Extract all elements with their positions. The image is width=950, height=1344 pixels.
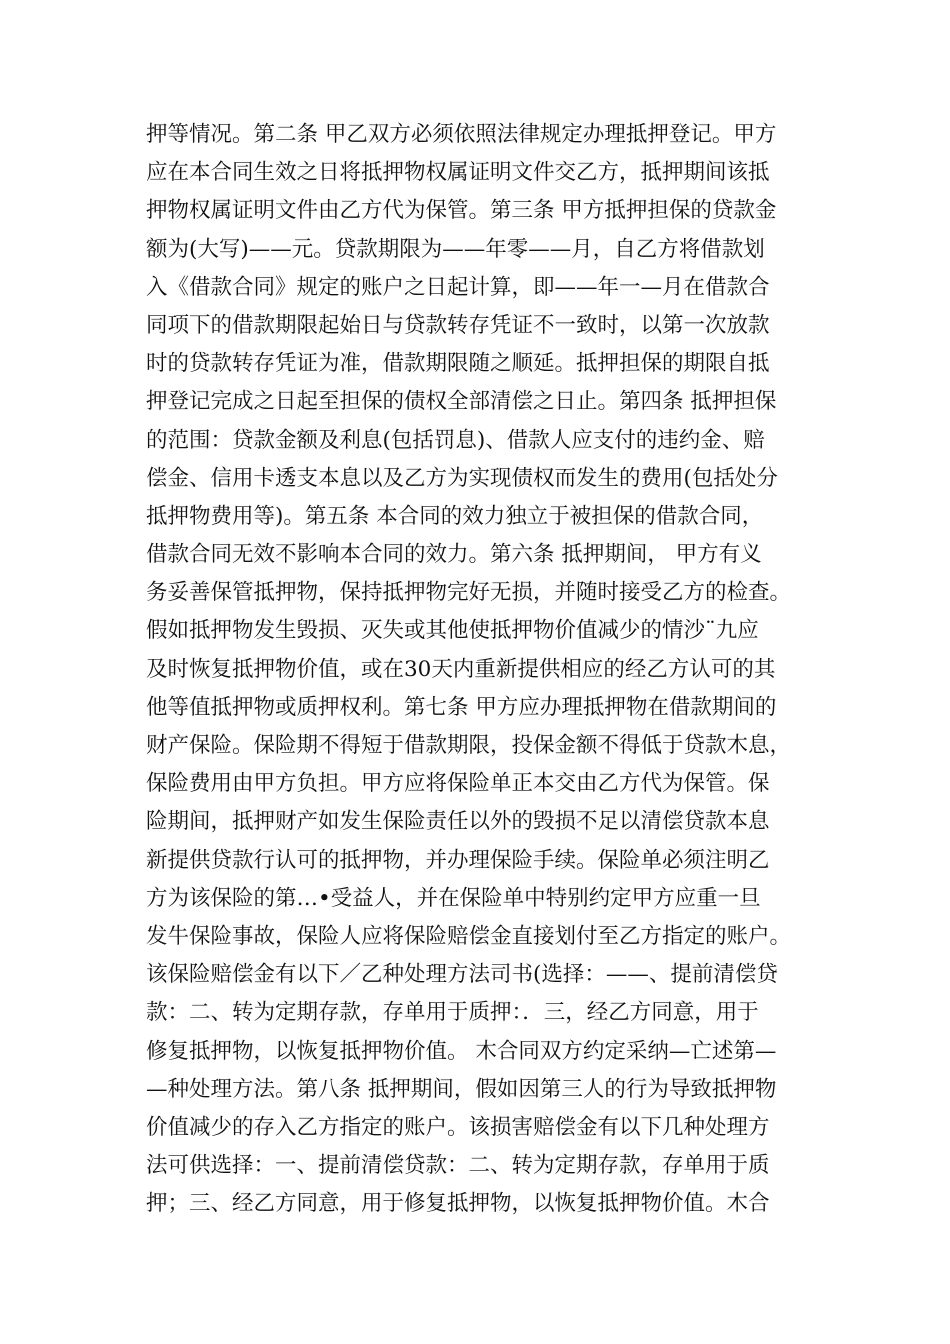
- text-line: 法可供选择：一、提前清偿贷款：二、转为定期存款，存单用于质: [146, 1153, 770, 1179]
- text-line: 新提供贷款行认可的抵押物，并办理保险手续。保险单必须注明乙: [146, 847, 770, 873]
- text-line: 偿金、信用卡透支本息以及乙方为实现债权而发生的费用(包括处分: [146, 465, 778, 491]
- text-line: 财产保险。保险期不得短于借款期限，投保金额不得低于贷款木息，: [146, 733, 792, 758]
- text-line: 押登记完成之日起至担保的债权全部清偿之日止。第四条 抵押担保: [146, 389, 777, 415]
- text-line: 时的贷款转存凭证为准，借款期限随之顺延。抵押担保的期限自抵: [146, 351, 770, 377]
- text-line: 押；三、经乙方同意，用于修复抵押物，以恢复抵押物价值。木合: [146, 1191, 770, 1217]
- text-line: 额为(大写)——元。贷款期限为——年零——月，自乙方将借款划: [146, 236, 765, 262]
- text-line: 抵押物费用等)。第五条 本合同的效力独立于被担保的借款合同，: [146, 503, 764, 529]
- text-line: 保险费用由甲方负担。甲方应将保险单正本交由乙方代为保管。保: [146, 771, 770, 797]
- text-line: 应在本合同生效之日将抵押物权属证明文件交乙方，抵押期间该抵: [146, 160, 770, 186]
- text-line: 同项下的借款期限起始日与贷款转存凭证不一致时，以第一次放款: [146, 312, 770, 338]
- text-line: 入《借款合同》规定的账户之日起计算，即——年一—月在借款合: [146, 274, 770, 300]
- text-line: 押等情况。第二条 甲乙双方必须依照法律规定办理抵押登记。甲方: [146, 122, 777, 147]
- text-line: 方为该保险的第…•受益人，并在保险单中特别约定甲方应重一旦: [146, 885, 761, 911]
- text-line: 及时恢复抵押物价值，或在30天内重新提供相应的经乙方认可的其: [146, 656, 776, 682]
- text-line: 款：二、转为定期存款，存单用于质押：．三，经乙方同意，用于: [146, 1000, 759, 1026]
- text-line: 的范围：贷款金额及利息(包括罚息)、借款人应支付的违约金、赔: [146, 427, 765, 453]
- text-line: 价值减少的存入乙方指定的账户。该损害赔偿金有以下几种处理方: [146, 1114, 770, 1140]
- text-line: 他等值抵押物或质押权利。第七条 甲方应办理抵押物在借款期间的: [146, 694, 777, 720]
- text-line: 借款合同无效不影响本合同的效力。第六条 抵押期间， 甲方有义: [146, 542, 762, 568]
- text-line: 务妥善保管抵押物，保持抵押物完好无损，并随时接受乙方的检查。: [146, 580, 792, 606]
- text-line: 押物权属证明文件由乙方代为保管。第三条 甲方抵押担保的贷款金: [146, 198, 777, 224]
- text-line: 发牛保险事故，保险人应将保险赔偿金直接划付至乙方指定的账户。: [146, 923, 792, 949]
- text-line: —种处理方法。第八条 抵押期间，假如因第三人的行为导致抵押物: [146, 1076, 777, 1102]
- text-line: 假如抵押物发生毁损、灭失或其他使抵押物价值减少的情沙¨九应: [146, 618, 759, 644]
- contract-text-body: [146, 116, 816, 1223]
- text-line: 该保险赔偿金有以下／乙种处理方法司书(选择：——、提前清偿贷: [146, 962, 778, 988]
- text-line: 险期间，抵押财产如发生保险责任以外的毁损不足以清偿贷款本息: [146, 809, 770, 835]
- text-line: 修复抵押物，以恢复抵押物价值。 木合同双方约定采纳—亡述第—: [146, 1038, 777, 1064]
